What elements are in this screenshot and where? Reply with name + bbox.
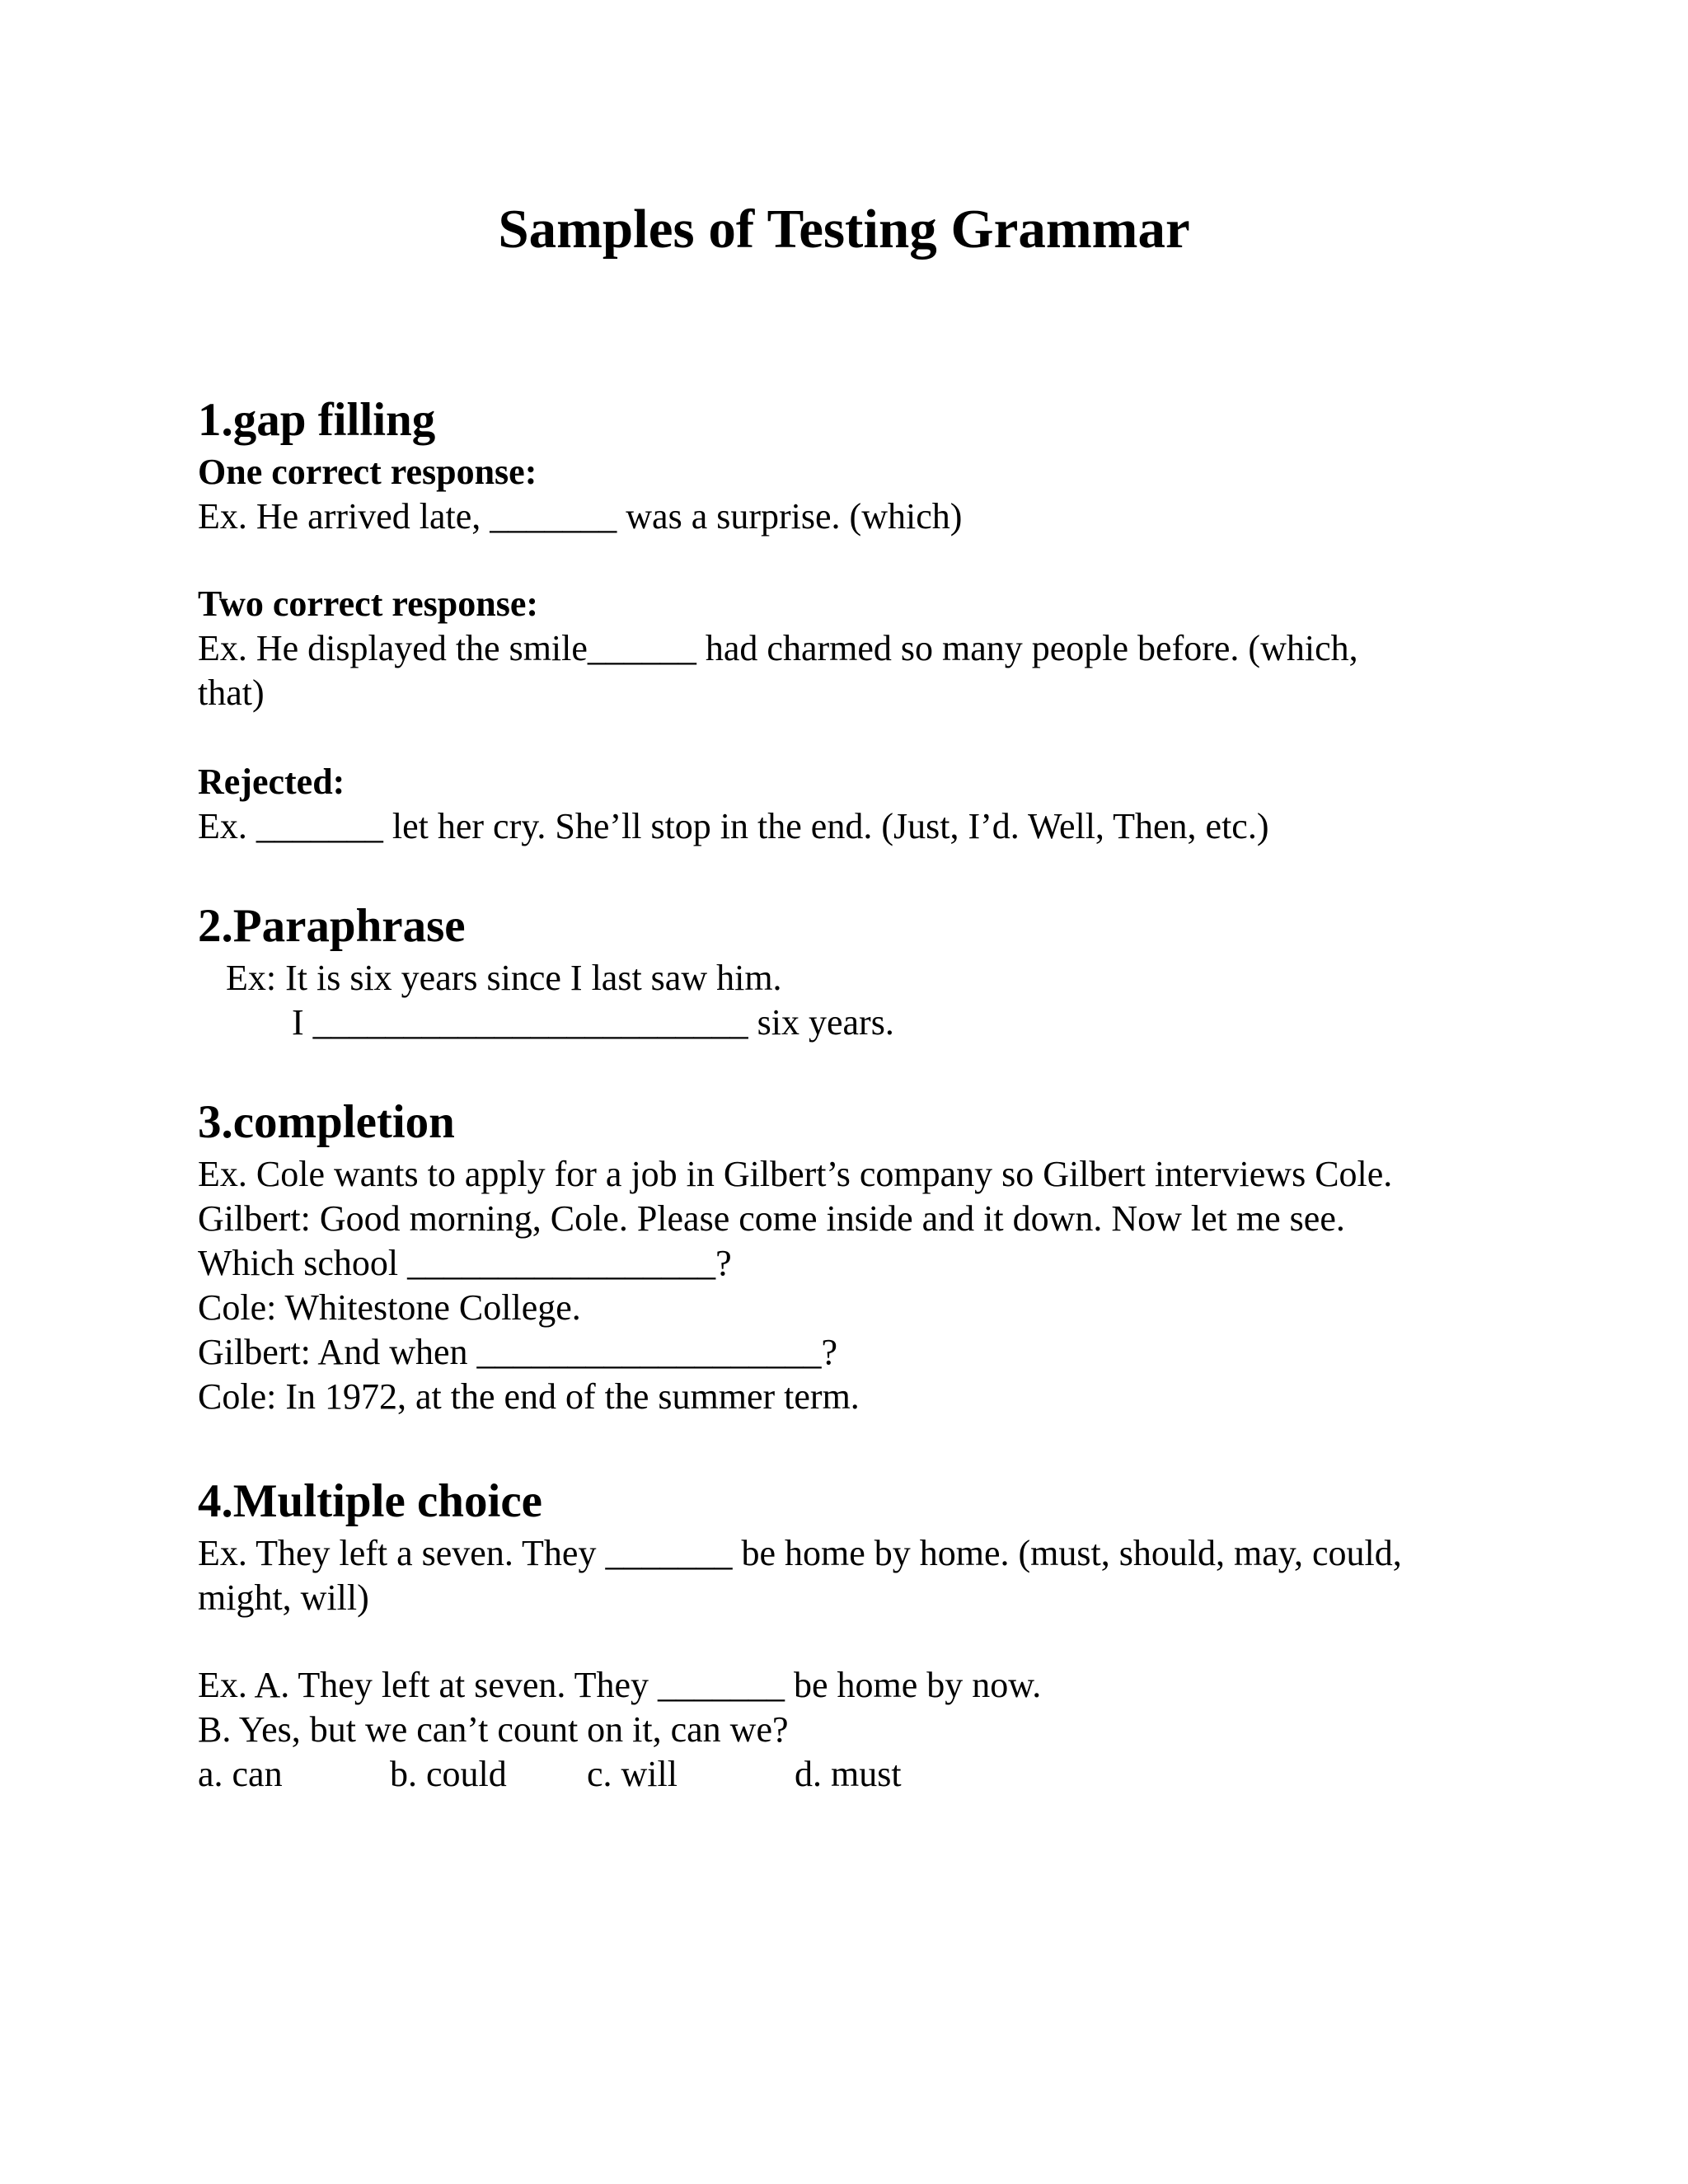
- section-heading-paraphrase: 2.Paraphrase: [198, 900, 466, 952]
- completion-line: Gilbert: Good morning, Cole. Please come inside and it down. Now let me see.: [198, 1198, 1345, 1239]
- page-title: Samples of Testing Grammar: [498, 199, 1190, 260]
- completion-line: Ex. Cole wants to apply for a job in Gilbert’s company so Gilbert interviews Cole.: [198, 1154, 1393, 1194]
- mc-example1-line1: Ex. They left a seven. They _______ be home by home. (must, should, may, could,: [198, 1533, 1402, 1573]
- section-heading-gap-filling: 1.gap filling: [198, 394, 436, 446]
- example-two-correct-line2: that): [198, 673, 265, 713]
- completion-line: Gilbert: And when ___________________?: [198, 1332, 838, 1372]
- mc-option-d: d. must: [795, 1754, 902, 1794]
- paraphrase-example-line2: I ________________________ six years.: [292, 1002, 894, 1043]
- section-heading-multiple-choice: 4.Multiple choice: [198, 1475, 542, 1527]
- mc-option-c: c. will: [587, 1754, 678, 1794]
- example-rejected: Ex. _______ let her cry. She’ll stop in the end. (Just, I’d. Well, Then, etc.): [198, 806, 1269, 846]
- mc-example2-line2: B. Yes, but we can’t count on it, can we?: [198, 1709, 789, 1750]
- example-two-correct-line1: Ex. He displayed the smile______ had charmed so many people before. (which,: [198, 628, 1358, 668]
- mc-options-row: [198, 1752, 1022, 1797]
- completion-line: Which school _________________?: [198, 1243, 732, 1283]
- completion-line: Cole: In 1972, at the end of the summer term.: [198, 1376, 860, 1417]
- mc-option-b: b. could: [390, 1754, 507, 1794]
- subheading-one-correct: One correct response:: [198, 452, 537, 492]
- subheading-rejected: Rejected:: [198, 762, 345, 802]
- example-one-correct: Ex. He arrived late, _______ was a surprise. (which): [198, 496, 963, 537]
- mc-example1-line2: might, will): [198, 1577, 369, 1618]
- completion-line: Cole: Whitestone College.: [198, 1287, 581, 1328]
- paraphrase-example-line1: Ex: It is six years since I last saw him.: [226, 958, 782, 998]
- section-heading-completion: 3.completion: [198, 1096, 455, 1148]
- subheading-two-correct: Two correct response:: [198, 583, 538, 624]
- mc-option-a: a. can: [198, 1754, 283, 1794]
- mc-example2-line1: Ex. A. They left at seven. They _______ be home by now.: [198, 1665, 1042, 1705]
